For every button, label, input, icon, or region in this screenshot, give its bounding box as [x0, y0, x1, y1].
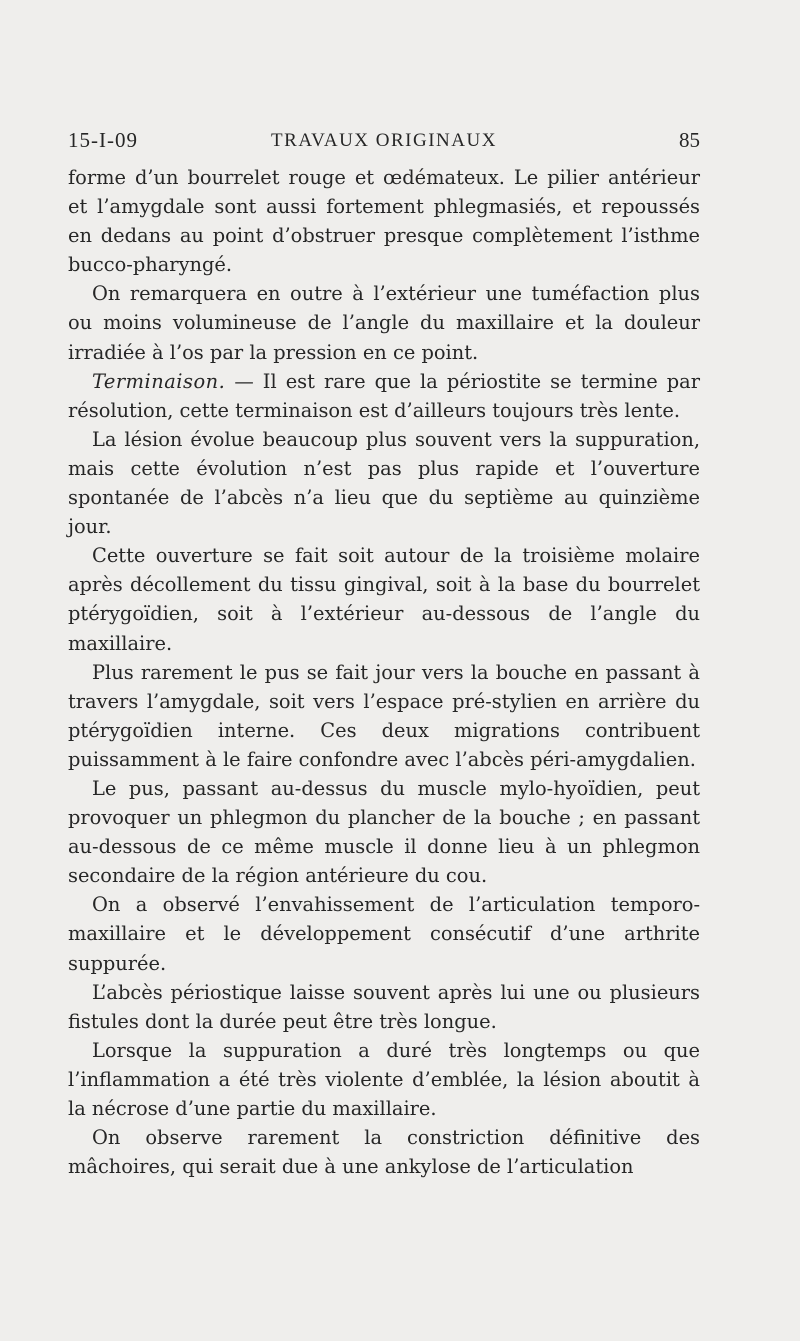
paragraph: La lésion évolue beaucoup plus souvent vers la suppuration, mais cette évolution n’est pas plus rapide et l’ouverture spontanée de l’abcès n’a lieu que du septième au quinzième jour.: [68, 427, 700, 539]
paragraph: On observe rarement la constriction définitive des mâchoires, qui serait due à une ankylose de l’articulation: [68, 1126, 700, 1179]
paragraph: Terminaison. — Il est rare que la périostite se termine par résolution, cette terminaison est d’ailleurs toujours très lente.: [68, 369, 700, 422]
paragraph: Le pus, passant au-dessus du muscle mylo-hyoïdien, peut provoquer un phlegmon du plancher de la bouche ; en passant au-dessous de ce même muscle il donne lieu à un phlegmon secondaire de la région antérieure du cou.: [68, 776, 700, 888]
paragraph: L’abcès périostique laisse souvent après lui une ou plusieurs fistules dont la durée peut être très longue.: [68, 980, 700, 1033]
page-number: 85: [679, 128, 700, 152]
paragraph: Plus rarement le pus se fait jour vers la bouche en passant à travers l’amygdale, soit vers l’espace pré-stylien en arrière du ptérygoïdien interne. Ces deux migrations contribuent puissamment à le faire confondre avec l’abcès péri-amygdalien.: [68, 660, 700, 771]
paragraph: On remarquera en outre à l’extérieur une tuméfaction plus ou moins volumineuse de l’angle du maxillaire et la douleur irradiée à l’os par la pression en ce point.: [68, 282, 700, 364]
body-text: [68, 163, 700, 1181]
paragraph: On a observé l’envahissement de l’articulation temporo-maxillaire et le développement consécutif d’une arthrite suppurée.: [68, 893, 700, 975]
paragraph: Cette ouverture se fait soit autour de la troisième molaire après décollement du tissu gingival, soit à la base du bourrelet ptérygoïdien, soit à l’extérieur au-dessous de l’angle du maxillaire.: [68, 544, 700, 655]
running-header: [68, 128, 700, 158]
header-date: 15-I-09: [68, 128, 138, 152]
paragraph: Lorsque la suppuration a duré très longtemps ou que l’inflammation a été très violente d’emblée, la lésion aboutit à la nécrose d’une partie du maxillaire.: [68, 1038, 700, 1120]
paragraph: forme d’un bourrelet rouge et œdémateux. Le pilier antérieur et l’amygdale sont aussi fortement phlegmasiés, et repoussés en dedans au point d’obstruer presque complètement l’isthme bucco-pharyngé.: [68, 166, 700, 277]
header-title: TRAVAUX ORIGINAUX: [271, 130, 497, 151]
section-lead: Terminaison.: [92, 369, 226, 393]
